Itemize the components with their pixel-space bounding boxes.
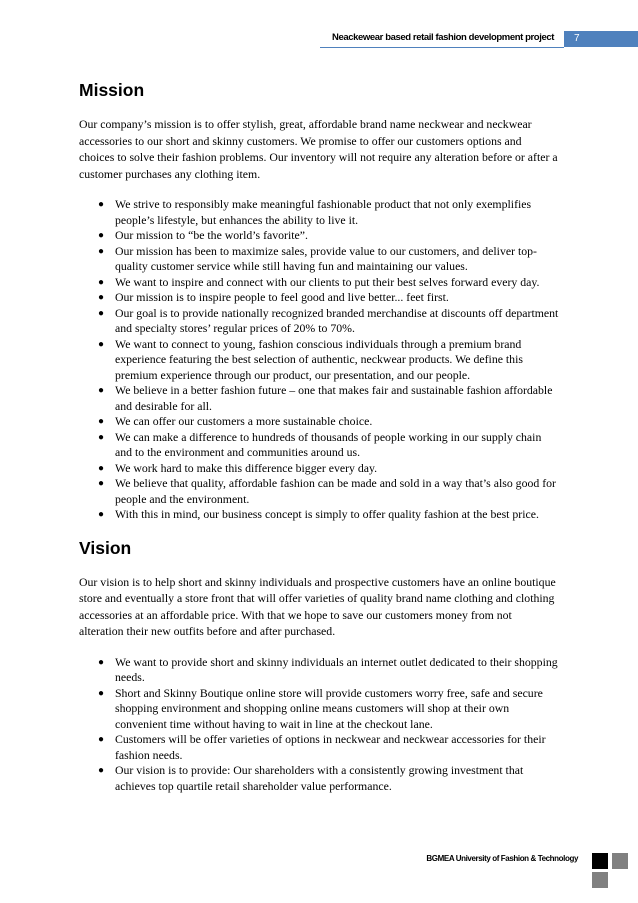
list-item	[79, 461, 559, 477]
list-item	[79, 686, 559, 733]
list-item-text: We want to provide short and skinny individuals an internet outlet dedicated to their shopping needs.	[115, 654, 558, 684]
bullet-icon: ●	[98, 338, 105, 350]
bullet-icon: ●	[98, 245, 105, 257]
list-item	[79, 414, 559, 430]
list-item-text: We believe in a better fashion future – one that makes fair and sustainable fashion affordable and desirable for all.	[115, 383, 553, 413]
header-title: Neackewear based retail fashion development project	[332, 32, 554, 43]
mission-paragraph: Our company’s mission is to offer stylish, great, affordable brand name neckwear and neckwear accessories to our short and skinny customers. We promise to offer our customers options and choices to solve their fashion problems. Our inventory will not require any alteration before or after a customer purchases any clothing item.	[79, 117, 558, 181]
list-item-text: Customers will be offer varieties of options in neckwear and neckwear accessories for their fashion needs.	[115, 732, 546, 762]
vision-bullet-list	[79, 655, 559, 795]
bullet-icon: ●	[98, 765, 105, 776]
bullet-icon: ●	[98, 385, 105, 396]
list-item-text: We strive to responsibly make meaningful fashionable product that not only exemplifies people’s lifestyle, but enhances the ability to live it.	[115, 197, 532, 227]
footer-university: BGMEA University of Fashion & Technology	[426, 854, 578, 863]
list-item	[79, 763, 559, 794]
list-item	[79, 476, 559, 507]
list-item	[79, 306, 559, 337]
list-item-text: We want to inspire and connect with our clients to put their best selves forward every day.	[115, 274, 540, 289]
list-item	[79, 275, 559, 291]
bullet-icon: ●	[98, 416, 105, 427]
footer-square-dark	[592, 853, 608, 869]
list-item-text: Our goal is to provide nationally recognized branded merchandise at discounts off department and specialty stores’ regular prices of 20% to 70%.	[115, 305, 559, 335]
mission-bullet-list	[79, 197, 559, 523]
list-item-text: With this in mind, our business concept is simply to offer quality fashion at the best price.	[115, 507, 539, 521]
list-item-text: We can make a difference to hundreds of thousands of people working in our supply chain and to the environment and communities around us.	[115, 429, 542, 459]
header-rule	[320, 47, 564, 48]
bullet-icon: ●	[98, 307, 105, 319]
list-item-text: Our mission has been to maximize sales, provide value to our customers, and deliver top-quality customer service while still having fun and maintaining our values.	[115, 243, 537, 273]
vision-paragraph: Our vision is to help short and skinny individuals and prospective customers have an online boutique store and eventually a store front that will offer varieties of quality brand name clothing and clothing accessories at an affordable price. With that we hope to save our customers money from not alteration their new outfits before and after purchased.	[79, 574, 556, 638]
list-item-text: We want to connect to young, fashion conscious individuals through a premium brand experience featuring the best selection of authentic, neckwear products. We define this premium experience through our product, our presentation, and our people.	[115, 336, 523, 382]
list-item	[79, 383, 559, 414]
page-header	[0, 31, 638, 47]
vision-heading: Vision	[79, 537, 132, 558]
bullet-icon: ●	[98, 478, 105, 489]
mission-heading: Mission	[79, 80, 145, 100]
bullet-icon: ●	[98, 734, 105, 745]
page-number: 7	[574, 33, 580, 44]
list-item-text: Our vision is to provide: Our shareholders with a consistently growing investment that achieves top quartile retail shareholder value performance.	[115, 763, 524, 793]
bullet-icon: ●	[98, 656, 105, 668]
list-item-text: We believe that quality, affordable fashion can be made and sold in a way that’s also good for people and the environment.	[115, 476, 556, 506]
bullet-icon: ●	[98, 230, 105, 241]
footer-square-gray	[612, 853, 628, 869]
list-item	[79, 228, 559, 244]
bullet-icon: ●	[98, 462, 105, 474]
bullet-icon: ●	[98, 199, 105, 210]
list-item	[79, 337, 559, 384]
list-item	[79, 244, 559, 275]
bullet-icon: ●	[98, 292, 105, 303]
list-item-text: Short and Skinny Boutique online store will provide customers worry free, safe and secure shopping environment and shopping online means customers will shop at their own convenient time without having to wait in line at the checkout lane.	[115, 685, 543, 731]
list-item	[79, 655, 559, 686]
list-item	[79, 290, 559, 306]
page-number-box	[564, 31, 638, 47]
bullet-icon: ●	[98, 509, 105, 520]
list-item-text: We work hard to make this difference bigger every day.	[115, 460, 378, 475]
list-item	[79, 732, 559, 763]
footer-square-gray-lower	[592, 872, 608, 888]
list-item-text: Our mission is to inspire people to feel good and live better... feet first.	[115, 290, 449, 304]
page-content	[79, 80, 559, 794]
bullet-icon: ●	[98, 276, 105, 288]
list-item-text: Our mission to “be the world’s favorite”.	[115, 228, 308, 242]
list-item-text: We can offer our customers a more sustainable choice.	[115, 414, 373, 428]
list-item	[79, 507, 559, 523]
list-item	[79, 430, 559, 461]
list-item	[79, 197, 559, 228]
bullet-icon: ●	[98, 687, 105, 699]
bullet-icon: ●	[98, 431, 105, 443]
